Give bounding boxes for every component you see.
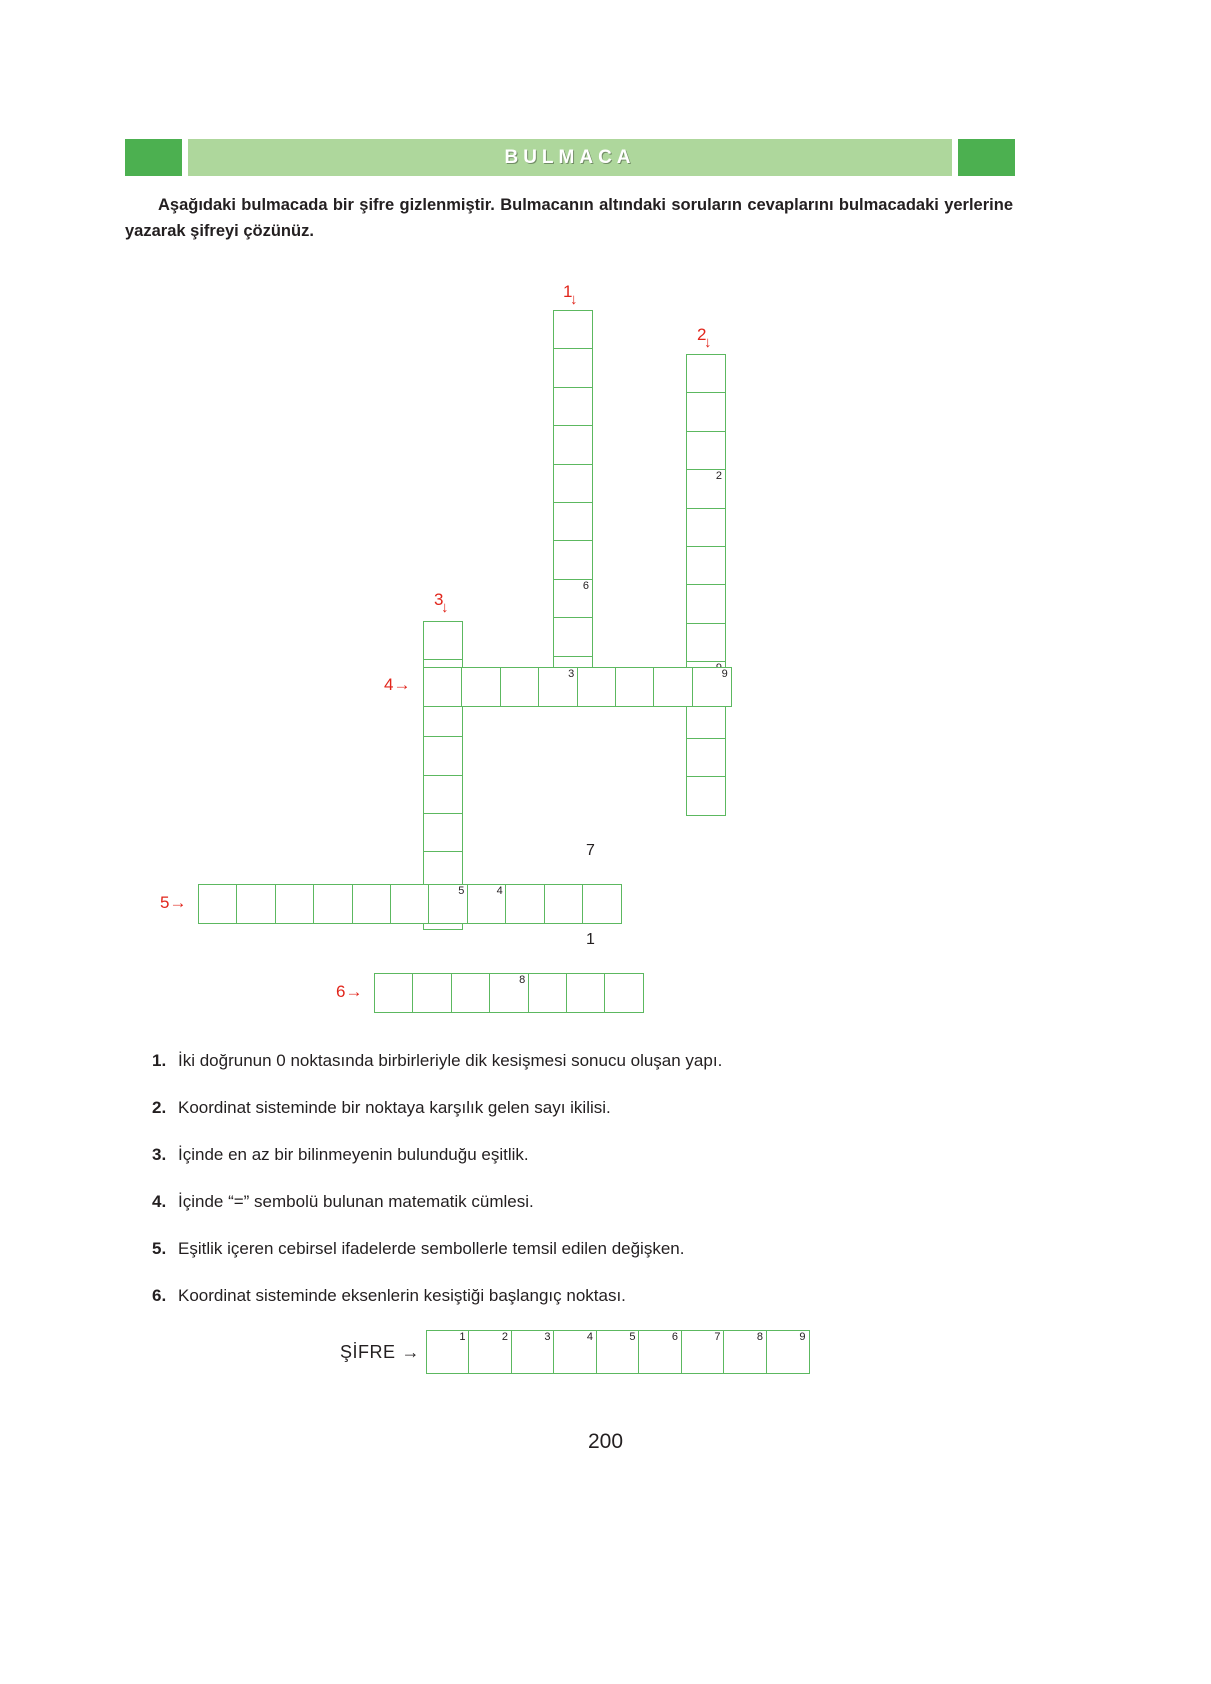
- crossword-cell[interactable]: [686, 776, 726, 816]
- sifre-cell-number: 1: [459, 1331, 466, 1343]
- crossword-cell[interactable]: [390, 884, 430, 924]
- question-item: [152, 1191, 1032, 1213]
- question-item: [152, 1097, 1032, 1119]
- clue-marker-3: 3: [434, 590, 444, 609]
- question-number: 2.: [152, 1098, 167, 1118]
- sifre-cell[interactable]: [766, 1330, 810, 1374]
- crossword-cell-number: 2: [715, 470, 722, 483]
- crossword-cell[interactable]: [686, 738, 726, 778]
- crossword-cell[interactable]: [686, 392, 726, 432]
- crossword-cell-number: 4: [496, 885, 503, 897]
- sifre-cell-number: 2: [501, 1331, 509, 1343]
- sifre-cell[interactable]: [638, 1330, 682, 1374]
- sifre-answer-row: [340, 1330, 810, 1374]
- question-number: 6.: [152, 1286, 167, 1306]
- crossword-cell[interactable]: [686, 354, 726, 394]
- crossword-cell-number: 8: [519, 974, 526, 986]
- crossword-cell-number: 3: [568, 668, 575, 680]
- crossword-cell-number: 6: [582, 579, 589, 592]
- question-number: 5.: [152, 1239, 167, 1259]
- sifre-cell-grid: [426, 1330, 810, 1374]
- question-list: [152, 1050, 1032, 1333]
- question-text: Koordinat sisteminde bir noktaya karşılık gelen sayı ikilisi.: [178, 1098, 611, 1118]
- crossword-cell[interactable]: [467, 884, 507, 924]
- crossword-cell[interactable]: [423, 621, 463, 661]
- sifre-cell[interactable]: [681, 1330, 725, 1374]
- sifre-cell[interactable]: [426, 1330, 470, 1374]
- question-number: 4.: [152, 1192, 167, 1212]
- clue-marker-4: 4→: [384, 675, 411, 694]
- crossword-cell[interactable]: [653, 667, 693, 707]
- sifre-label: ŞİFRE: [340, 1341, 396, 1362]
- sifre-cell-number: 7: [714, 1331, 721, 1343]
- crossword-cell-number: 9: [721, 668, 728, 680]
- crossword-cell[interactable]: [275, 884, 315, 924]
- sifre-cell-number: 5: [629, 1331, 636, 1343]
- crossword-cell[interactable]: [686, 584, 726, 624]
- question-number: 1.: [152, 1051, 167, 1070]
- crossword-cell[interactable]: [423, 775, 463, 815]
- crossword-cell[interactable]: [553, 617, 593, 657]
- intro-text: Aşağıdaki bulmacada bir şifre gizlenmiştir. Bulmacanın altındaki soruların cevaplarını bulmacadaki yerlerine yazarak şifreyi çözünüz.: [125, 196, 1013, 240]
- crossword-cell[interactable]: [461, 667, 501, 707]
- question-text: İçinde en az bir bilinmeyenin bulunduğu eşitlik.: [178, 1145, 529, 1165]
- crossword-cell[interactable]: [692, 667, 732, 707]
- crossword-cell[interactable]: [577, 667, 617, 707]
- clue-marker-5: 5→: [160, 893, 187, 912]
- question-text: İçinde “=” sembolü bulunan matematik cümlesi.: [178, 1192, 534, 1212]
- sifre-cell[interactable]: [553, 1330, 597, 1374]
- crossword-cell[interactable]: [198, 884, 238, 924]
- sifre-cell-number: 4: [586, 1331, 594, 1343]
- crossword-cell[interactable]: [451, 973, 491, 1013]
- crossword-cell[interactable]: [604, 973, 644, 1013]
- arrow-down-icon: ↓: [441, 599, 449, 616]
- crossword-cell[interactable]: [582, 884, 622, 924]
- crossword-cell-number: 7: [586, 842, 595, 859]
- sifre-cell[interactable]: [511, 1330, 555, 1374]
- sifre-cell-number: 9: [799, 1331, 806, 1343]
- crossword-cell[interactable]: [615, 667, 655, 707]
- crossword-cell[interactable]: [553, 502, 593, 542]
- sifre-cell[interactable]: [468, 1330, 512, 1374]
- crossword-cell[interactable]: [423, 736, 463, 776]
- crossword-cell[interactable]: [544, 884, 584, 924]
- crossword-cell[interactable]: [553, 387, 593, 427]
- crossword-cell[interactable]: [553, 348, 593, 388]
- crossword-cell[interactable]: [236, 884, 276, 924]
- crossword-cell[interactable]: [374, 973, 414, 1013]
- question-text: İki doğrunun 0 noktasında birbirleriyle dik kesişmesi sonucu oluşan yapı.: [178, 1051, 723, 1070]
- sifre-cell-number: 3: [544, 1331, 551, 1343]
- crossword-cell[interactable]: [686, 546, 726, 586]
- crossword-cell[interactable]: [553, 310, 593, 350]
- question-item: [152, 1238, 1032, 1260]
- crossword-cell-number: 5: [458, 885, 465, 897]
- crossword-cell[interactable]: [553, 579, 593, 619]
- crossword-cell[interactable]: [423, 813, 463, 853]
- crossword-cell[interactable]: [553, 464, 593, 504]
- clue-marker-2: 2: [697, 325, 707, 344]
- sifre-cell[interactable]: [723, 1330, 767, 1374]
- crossword-cell[interactable]: [686, 469, 726, 509]
- sifre-cell-number: 8: [756, 1331, 764, 1343]
- crossword-cell-number: 1: [586, 931, 595, 948]
- page-number: 200: [587, 1430, 624, 1453]
- arrow-down-icon: ↓: [570, 291, 578, 308]
- arrow-down-icon: ↓: [704, 334, 712, 351]
- question-item: [152, 1144, 1032, 1166]
- clue-marker-1: 1: [563, 282, 573, 301]
- crossword-cell[interactable]: [423, 667, 463, 707]
- crossword-cell[interactable]: [553, 425, 593, 465]
- question-number: 3.: [152, 1145, 167, 1165]
- crossword-cell[interactable]: [538, 667, 578, 707]
- crossword-cell[interactable]: [352, 884, 392, 924]
- crossword-cell[interactable]: [686, 508, 726, 548]
- crossword-cell[interactable]: [566, 973, 606, 1013]
- question-text: Koordinat sisteminde eksenlerin kesiştiği başlangıç noktası.: [178, 1286, 626, 1306]
- sifre-cell-number: 6: [671, 1331, 679, 1343]
- crossword-cell[interactable]: [500, 667, 540, 707]
- question-item: [152, 1050, 1032, 1072]
- crossword-cell[interactable]: [313, 884, 353, 924]
- sifre-cell[interactable]: [596, 1330, 640, 1374]
- crossword-cell[interactable]: [489, 973, 529, 1013]
- crossword-cell[interactable]: [686, 623, 726, 663]
- crossword-cell[interactable]: [528, 973, 568, 1013]
- crossword-cell[interactable]: [505, 884, 545, 924]
- question-text: Eşitlik içeren cebirsel ifadelerde sembollerle temsil edilen değişken.: [178, 1239, 685, 1259]
- sifre-arrow-icon: →: [401, 1341, 420, 1362]
- crossword-cell[interactable]: [412, 973, 452, 1013]
- question-item: [152, 1285, 1032, 1307]
- crossword-cell[interactable]: [428, 884, 468, 924]
- crossword-cell[interactable]: [686, 431, 726, 471]
- clue-marker-6: 6→: [336, 982, 363, 1001]
- crossword-cell[interactable]: [553, 540, 593, 580]
- page-title: BULMACA: [504, 146, 636, 168]
